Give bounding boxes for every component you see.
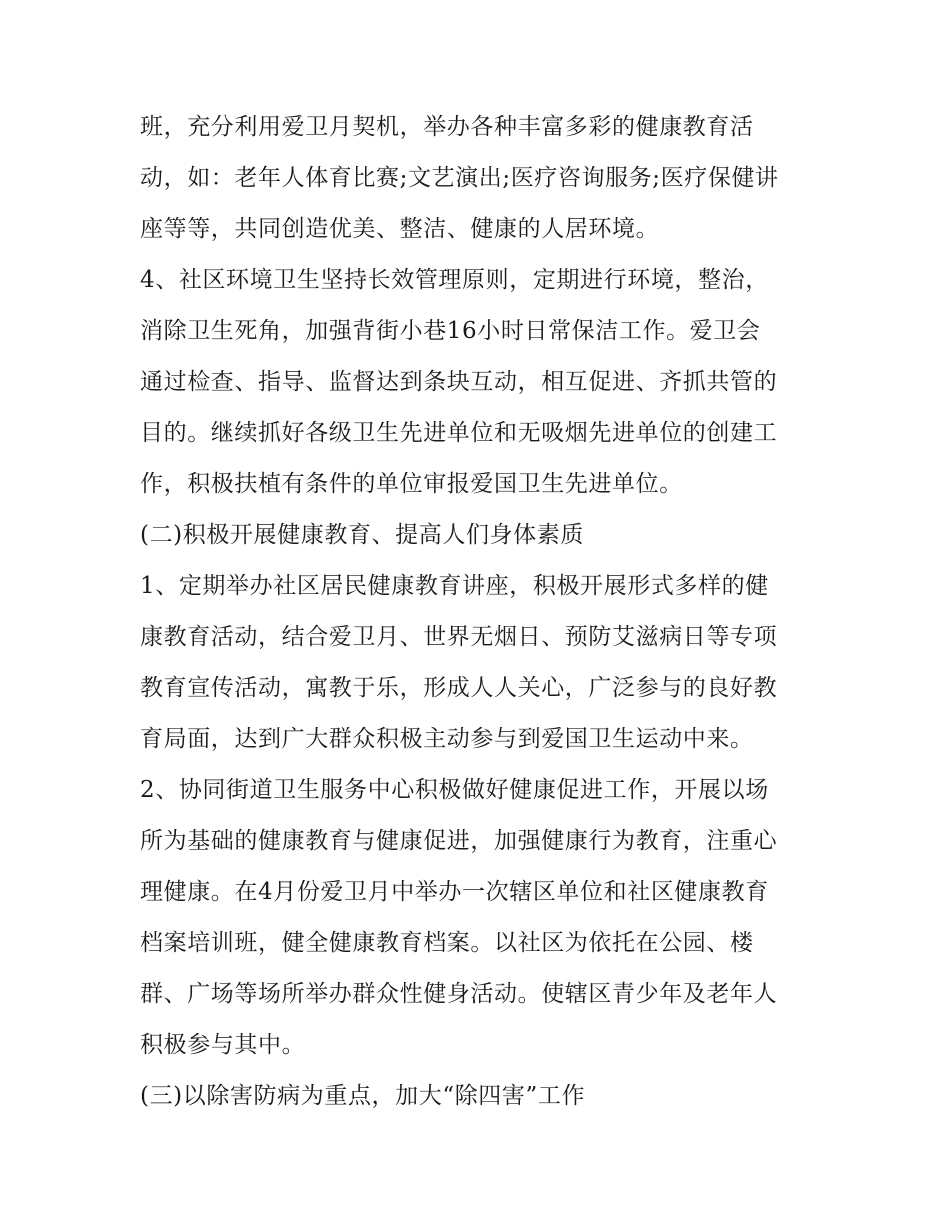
text-line: 理健康。在4月份爱卫月中举办一次辖区单位和社区健康教育 <box>140 879 769 905</box>
text-line: 作，积极扶植有条件的单位审报爱国卫生先进单位。 <box>140 471 683 497</box>
text-line: 1、定期举办社区居民健康教育讲座，积极开展形式多样的健 <box>140 573 769 599</box>
text-line: 班，充分利用爱卫月契机，举办各种丰富多彩的健康教育活 <box>140 114 754 140</box>
text-line: 康教育活动，结合爱卫月、世界无烟日、预防艾滋病日等专项 <box>140 624 778 650</box>
text-line: 档案培训班，健全健康教育档案。以社区为依托在公园、楼 <box>140 930 754 956</box>
text-line: 教育宣传活动，寓教于乐，形成人人关心，广泛参与的良好教 <box>140 675 778 701</box>
text-line: 育局面，达到广大群众积极主动参与到爱国卫生运动中来。 <box>140 726 754 752</box>
text-line: 积极参与其中。 <box>140 1032 306 1058</box>
text-line: 座等等，共同创造优美、整洁、健康的人居环境。 <box>140 216 660 242</box>
text-line: 动，如：老年人体育比赛;文艺演出;医疗咨询服务;医疗保健讲 <box>140 165 779 191</box>
text-line: 群、广场等场所举办群众性健身活动。使辖区青少年及老年人 <box>140 981 778 1007</box>
text-line: 2、协同街道卫生服务中心积极做好健康促进工作，开展以场 <box>140 777 769 803</box>
section-heading: (二)积极开展健康教育、提高人们身体素质 <box>140 522 584 548</box>
text-line: 消除卫生死角，加强背街小巷16小时日常保洁工作。爱卫会 <box>140 318 761 344</box>
text-line: 通过检查、指导、监督达到条块互动，相互促进、齐抓共管的 <box>140 369 778 395</box>
section-heading: (三)以除害防病为重点，加大“除四害”工作 <box>140 1083 586 1109</box>
text-line: 所为基础的健康教育与健康促进，加强健康行为教育，注重心 <box>140 828 778 854</box>
text-line: 4、社区环境卫生坚持长效管理原则，定期进行环境，整治， <box>140 267 769 293</box>
text-line: 目的。继续抓好各级卫生先进单位和无吸烟先进单位的创建工 <box>140 420 778 446</box>
